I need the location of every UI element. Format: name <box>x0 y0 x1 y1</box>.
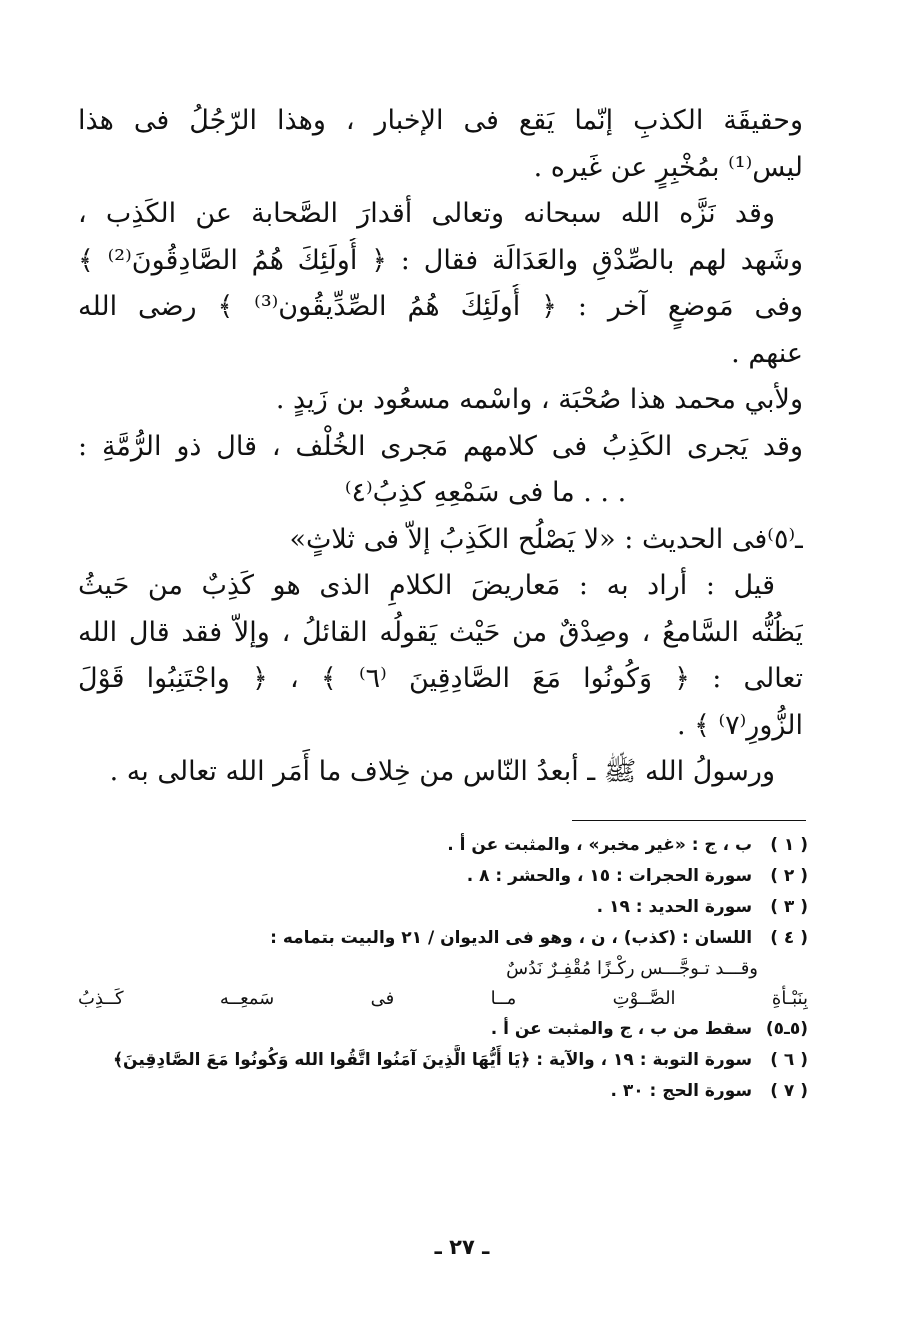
footnote-text: سورة التوبة : ١٩ ، والآية : ﴿يَا أَيُّهَا الَّذِينَ آمَنُوا اتَّقُوا الله وَكُونُوا مَعَ الصَّادِقِينَ﴾ <box>113 1050 753 1070</box>
body-line: وحقيقَة الكذبِ إنّما يَقع فى الإخبار ، وهذا الرّجُلُ فى هذا <box>78 105 803 136</box>
footnote-text: ب ، ج : «غير مخبر» ، والمثبت عن أ . <box>447 835 753 855</box>
footnote-item <box>78 1076 808 1107</box>
footnote-text: سقط من ب ، ج والمثبت عن أ . <box>490 1019 753 1039</box>
footnote-text: سورة الحجرات : ١٥ ، والحشر : ٨ . <box>466 866 753 886</box>
footnote-item <box>78 1045 808 1076</box>
body-line: وفى مَوضعٍ آخر : ﴿ أُولَئِكَ هُمُ الصِّدِّيقُون⁽³⁾ ﴾ رضى الله <box>78 291 803 322</box>
body-line: الزُّورِ⁽٧⁾ ﴾ . <box>676 709 803 741</box>
body-line: ـ⁽٥⁾فى الحديث : «لا يَصْلُح الكَذِبُ إلاّ فى ثلاثٍ» <box>289 523 803 555</box>
body-line: وشَهد لهم بالصِّدْقِ والعَدَالَة فقال : ﴿ أُولَئِكَ هُمُ الصَّادِقُونَ⁽²⁾ ﴾ <box>78 244 803 276</box>
footnote-number: ( ١ ) <box>770 835 808 855</box>
verse-line-2: بِنَبْـأةِ الصَّــوْتِ مــا فى سَمعِــه كَــذِبُ <box>78 988 808 1009</box>
footnote-item <box>78 1014 808 1045</box>
body-line: عنهم . <box>731 337 803 369</box>
body-line: تعالى : ﴿ وَكُونُوا مَعَ الصَّادِقِينَ ⁽٦⁾ ﴾ ، ﴿ واجْتَنِبُوا قَوْلَ <box>78 663 803 694</box>
footnote-item <box>78 830 808 861</box>
footnote-text: سورة الحديد : ١٩ . <box>596 897 753 917</box>
body-line: وقد يَجرى الكَذِبُ فى كلامهم مَجرى الخُلْف ، قال ذو الرُّمَّةِ : <box>78 430 803 462</box>
footnote-item <box>78 892 808 923</box>
page-number: ـ ٢٧ ـ <box>434 1235 490 1259</box>
footnote-divider <box>572 820 806 821</box>
footnote-number: ( ٣ ) <box>770 897 808 917</box>
body-line: يَظُنُّه السَّامعُ ، وصِدْقٌ من حَيْث يَقولُه القائلُ ، وإلاّ فقد قال الله <box>78 616 803 648</box>
footnotes-block <box>78 830 808 1107</box>
main-text-block <box>78 98 803 796</box>
body-line: . . . ما فى سَمْعِهِ كذِبُ⁽٤⁾ <box>344 477 627 508</box>
footnote-number: (٥ـ٥) <box>765 1019 808 1039</box>
footnote-number: ( ٢ ) <box>770 866 808 886</box>
footnote-text: سورة الحج : ٣٠ . <box>610 1081 753 1101</box>
body-line: وقد نَزَّه الله سبحانه وتعالى أقدارَ الصَّحابة عن الكَذِب ، <box>78 198 775 229</box>
footnote-number: ( ٦ ) <box>770 1050 808 1070</box>
body-line: ليس⁽¹⁾ بمُخْبِرٍ عن غَيره . <box>533 151 803 183</box>
footnote-number: ( ٤ ) <box>770 928 808 948</box>
footnote-text: اللسان : (كذب) ، ن ، وهو فى الديوان / ٢١ والبيت بتمامه : <box>270 928 753 948</box>
footnote-number: ( ٧ ) <box>770 1081 808 1101</box>
footnote-item <box>78 923 808 954</box>
body-line: ولأبي محمد هذا صُحْبَة ، واسْمه مسعُود بن زَيدٍ . <box>275 384 803 415</box>
body-line: ورسولُ الله ﷺ ـ أبعدُ النّاس من خِلاف ما أَمَر الله تعالى به . <box>109 756 775 787</box>
verse-line-1: وقـــد تـوجَّـــس ركْـزًا مُقْفِـرٌ نَدُسٌ <box>506 958 758 979</box>
body-line: قيل : أراد به : مَعاريضَ الكلامِ الذى هو كَذِبٌ من حَيثُ <box>78 570 775 601</box>
footnote-item <box>78 861 808 892</box>
